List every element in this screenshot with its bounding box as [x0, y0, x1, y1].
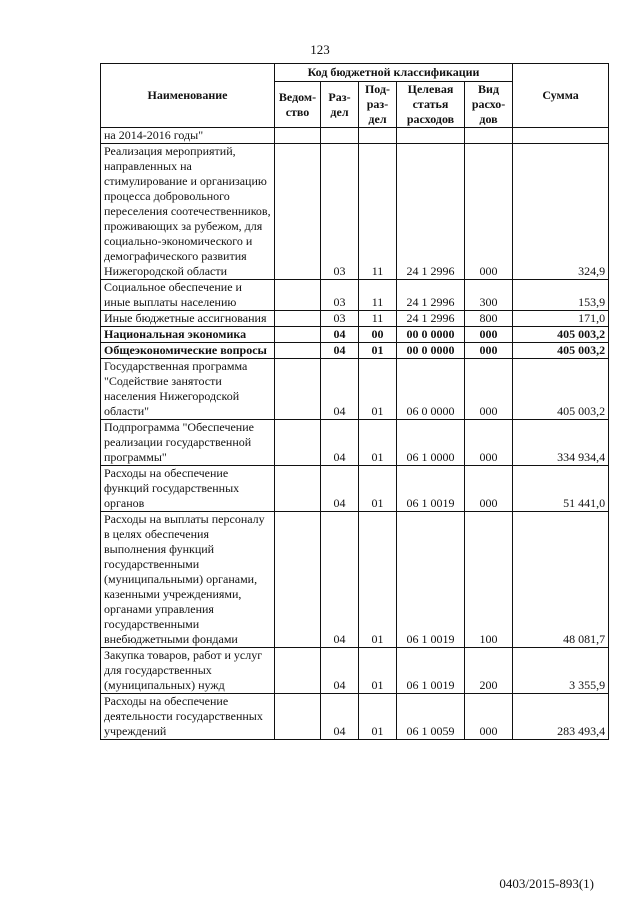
- table-row: [101, 648, 609, 694]
- row-expense-type: 000: [465, 343, 513, 359]
- row-sum: 405 003,2: [513, 327, 609, 343]
- row-podrazdel: [359, 128, 397, 144]
- table-row: [101, 359, 609, 420]
- row-expense-type: 000: [465, 694, 513, 740]
- row-sum: 283 493,4: [513, 694, 609, 740]
- row-expense-type: 300: [465, 280, 513, 311]
- row-name: на 2014-2016 годы": [101, 128, 275, 144]
- row-target-article: 24 1 2996: [397, 280, 465, 311]
- row-podrazdel: 01: [359, 512, 397, 648]
- table-row: [101, 512, 609, 648]
- row-vedomstvo: [275, 420, 321, 466]
- row-sum: 334 934,4: [513, 420, 609, 466]
- row-name: Социальное обеспечение и иные выплаты населению: [101, 280, 275, 311]
- row-podrazdel: 00: [359, 327, 397, 343]
- budget-table: [100, 63, 609, 740]
- header-vedomstvo: Ведом-ство: [275, 82, 321, 128]
- row-target-article: 06 1 0059: [397, 694, 465, 740]
- row-razdel: 03: [321, 144, 359, 280]
- row-vedomstvo: [275, 359, 321, 420]
- row-sum: 405 003,2: [513, 359, 609, 420]
- page-number: 123: [310, 42, 330, 57]
- row-target-article: 06 0 0000: [397, 359, 465, 420]
- row-expense-type: 000: [465, 420, 513, 466]
- row-name: Подпрограмма "Обеспечение реализации государственной программы": [101, 420, 275, 466]
- header-razdel: Раз-дел: [321, 82, 359, 128]
- row-sum: 405 003,2: [513, 343, 609, 359]
- table-row: [101, 327, 609, 343]
- header-target-article: Целевая статья расходов: [397, 82, 465, 128]
- row-podrazdel: 01: [359, 466, 397, 512]
- table-row: [101, 144, 609, 280]
- row-podrazdel: 01: [359, 420, 397, 466]
- header-budget-code-group: Код бюджетной классификации: [275, 64, 513, 82]
- row-razdel: 03: [321, 311, 359, 327]
- row-razdel: 04: [321, 327, 359, 343]
- table-row: [101, 343, 609, 359]
- row-podrazdel: 01: [359, 343, 397, 359]
- row-razdel: 04: [321, 694, 359, 740]
- row-vedomstvo: [275, 280, 321, 311]
- row-name: Иные бюджетные ассигнования: [101, 311, 275, 327]
- row-expense-type: 100: [465, 512, 513, 648]
- row-name: Общеэкономические вопросы: [101, 343, 275, 359]
- row-name: Реализация мероприятий, направленных на стимулирование и организацию процесса добровольного переселения соотечественников, проживающих за рубежом, для социально-экономического и демографического развития Нижегородской области: [101, 144, 275, 280]
- row-target-article: 24 1 2996: [397, 144, 465, 280]
- row-name: Расходы на обеспечение деятельности государственных учреждений: [101, 694, 275, 740]
- row-vedomstvo: [275, 694, 321, 740]
- document-code: 0403/2015-893(1): [499, 876, 594, 891]
- table-row: [101, 128, 609, 144]
- row-target-article: 06 1 0019: [397, 648, 465, 694]
- row-razdel: 04: [321, 420, 359, 466]
- row-podrazdel: 01: [359, 359, 397, 420]
- row-vedomstvo: [275, 512, 321, 648]
- row-expense-type: 800: [465, 311, 513, 327]
- row-vedomstvo: [275, 311, 321, 327]
- row-vedomstvo: [275, 327, 321, 343]
- row-podrazdel: 01: [359, 694, 397, 740]
- row-target-article: 06 1 0019: [397, 466, 465, 512]
- row-name: Закупка товаров, работ и услуг для государственных (муниципальных) нужд: [101, 648, 275, 694]
- row-target-article: 06 1 0019: [397, 512, 465, 648]
- row-target-article: 24 1 2996: [397, 311, 465, 327]
- row-sum: [513, 128, 609, 144]
- row-vedomstvo: [275, 144, 321, 280]
- row-razdel: 04: [321, 512, 359, 648]
- table-row: [101, 694, 609, 740]
- row-podrazdel: 11: [359, 311, 397, 327]
- row-vedomstvo: [275, 466, 321, 512]
- row-razdel: 04: [321, 466, 359, 512]
- row-expense-type: [465, 128, 513, 144]
- row-expense-type: 000: [465, 327, 513, 343]
- row-name: Расходы на обеспечение функций государственных органов: [101, 466, 275, 512]
- row-razdel: 04: [321, 648, 359, 694]
- row-podrazdel: 01: [359, 648, 397, 694]
- header-podrazdel: Под-раз-дел: [359, 82, 397, 128]
- table-row: [101, 311, 609, 327]
- table-body: [101, 128, 609, 740]
- row-vedomstvo: [275, 648, 321, 694]
- row-sum: 324,9: [513, 144, 609, 280]
- table-row: [101, 466, 609, 512]
- table-row: [101, 280, 609, 311]
- row-razdel: [321, 128, 359, 144]
- row-razdel: 04: [321, 343, 359, 359]
- row-sum: 153,9: [513, 280, 609, 311]
- row-target-article: 00 0 0000: [397, 343, 465, 359]
- row-vedomstvo: [275, 128, 321, 144]
- row-expense-type: 000: [465, 359, 513, 420]
- row-razdel: 04: [321, 359, 359, 420]
- row-razdel: 03: [321, 280, 359, 311]
- row-sum: 51 441,0: [513, 466, 609, 512]
- row-sum: 171,0: [513, 311, 609, 327]
- row-podrazdel: 11: [359, 144, 397, 280]
- row-sum: 48 081,7: [513, 512, 609, 648]
- table-row: [101, 420, 609, 466]
- row-vedomstvo: [275, 343, 321, 359]
- header-name: Наименование: [101, 64, 275, 128]
- row-expense-type: 200: [465, 648, 513, 694]
- row-name: Национальная экономика: [101, 327, 275, 343]
- row-target-article: 06 1 0000: [397, 420, 465, 466]
- row-expense-type: 000: [465, 466, 513, 512]
- header-expense-type: Вид расхо-дов: [465, 82, 513, 128]
- row-sum: 3 355,9: [513, 648, 609, 694]
- row-expense-type: 000: [465, 144, 513, 280]
- row-name: Расходы на выплаты персоналу в целях обеспечения выполнения функций государственными (муниципальными) органами, казенными учреждениями, органами управления государственными внебюджетными фондами: [101, 512, 275, 648]
- row-target-article: [397, 128, 465, 144]
- row-target-article: 00 0 0000: [397, 327, 465, 343]
- row-name: Государственная программа "Содействие занятости населения Нижегородской области": [101, 359, 275, 420]
- header-sum: Сумма: [513, 64, 609, 128]
- row-podrazdel: 11: [359, 280, 397, 311]
